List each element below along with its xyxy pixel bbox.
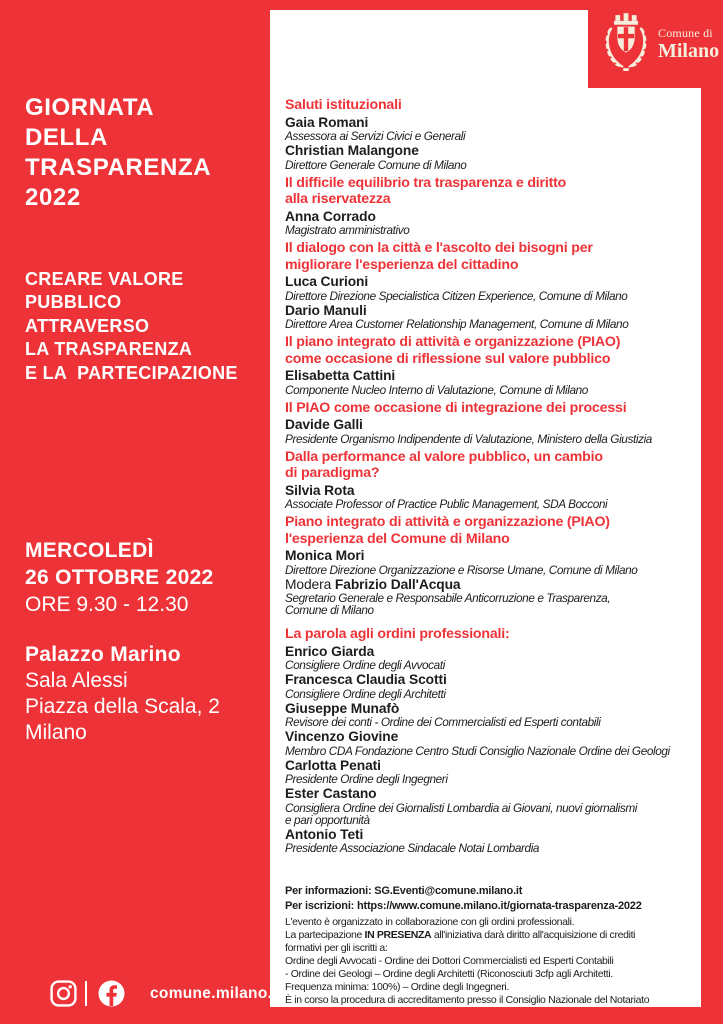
- session-block: [285, 400, 697, 445]
- info-text: Frequenza minima: 100%) – Ordine degli Ingegneri.: [285, 981, 509, 993]
- session-block: [285, 240, 697, 330]
- speaker: [285, 210, 697, 237]
- session-title: Il difficile equilibrio tra trasparenza e diritto alla riservatezza: [285, 174, 567, 207]
- info-block: [285, 884, 697, 1007]
- speaker-role: Componente Nucleo Interno di Valutazione, Comune di Milano: [285, 382, 588, 397]
- speaker-name: Vincenzo Giovine: [285, 729, 399, 744]
- speaker-role: Consigliere Ordine degli Architetti: [285, 686, 446, 701]
- session-title: La parola agli ordini professionali:: [285, 626, 510, 642]
- social-bar: [50, 980, 282, 1007]
- speaker-role: Revisore dei conti - Ordine dei Commercialisti ed Esperti contabili: [285, 715, 601, 729]
- speaker: [285, 578, 697, 617]
- session-block: [285, 626, 697, 854]
- speaker-name: Davide Galli: [285, 417, 363, 432]
- speaker-role: Magistrato amministrativo: [285, 223, 410, 237]
- speaker: [285, 275, 697, 302]
- speaker-role: Presidente Ordine degli Ingegneri: [285, 772, 448, 786]
- session-title: Il piano integrato di attività e organizzazione (PIAO) come occasione di riflessione sul valore pubblico: [285, 334, 621, 367]
- info-text: formativi per gli iscritti a:: [285, 942, 388, 954]
- event-subtitle: CREARE VALORE PUBBLICO ATTRAVERSO LA TRASPARENZA E LA PARTECIPAZIONE: [25, 269, 238, 383]
- venue-name: Palazzo Marino: [25, 643, 181, 666]
- speaker: [285, 702, 697, 729]
- session-title: Dalla performance al valore pubblico, un cambio di paradigma?: [285, 448, 603, 481]
- session-block: [285, 449, 697, 511]
- session-title: Il PIAO come occasione di integrazione dei processi: [285, 399, 627, 416]
- session-title: Piano integrato di attività e organizzazione (PIAO) l'esperienza del Comune di Milano: [285, 514, 610, 547]
- speaker-role: Consigliera Ordine dei Giornalisti Lombardia ai Giovani, nuovi giornalismi e pari opportunità: [285, 800, 638, 827]
- speaker-role: Consigliere Ordine degli Avvocati: [285, 658, 445, 672]
- speaker: [285, 673, 697, 700]
- speaker-name: Enrico Giarda: [285, 643, 375, 659]
- speaker: [285, 549, 697, 576]
- session-title: Il dialogo con la città e l'ascolto dei bisogni per migliorare l'esperienza del cittadino: [285, 240, 593, 273]
- speaker-role: Direttore Area Customer Relationship Management, Comune di Milano: [285, 317, 629, 331]
- speaker: [285, 730, 697, 757]
- info-registration-line: Per iscrizioni: https://www.comune.milano.it/giornata-trasparenza-2022: [285, 899, 642, 912]
- session-block: [285, 175, 697, 237]
- speaker-name: Christian Malangone: [285, 143, 419, 158]
- event-venue: [25, 642, 263, 746]
- speaker: [285, 144, 697, 171]
- speaker-name: Gaia Romani: [285, 114, 369, 130]
- speaker: [285, 828, 697, 855]
- speaker-name-prefix: Modera: [285, 576, 335, 592]
- venue-details: Sala Alessi Piazza della Scala, 2 Milano: [25, 669, 220, 744]
- speaker: [285, 484, 697, 511]
- logo-text: [658, 27, 719, 61]
- speaker-name: Silvia Rota: [285, 482, 355, 498]
- speaker-name: Anna Corrado: [285, 208, 376, 224]
- info-text: all'iniziativa darà diritto all'acquisizione di crediti: [431, 929, 636, 941]
- speaker-role: Direttore Direzione Specialistica Citizen Experience, Comune di Milano: [285, 288, 628, 303]
- content-panel: [270, 10, 701, 1007]
- info-text: - Ordine dei Geologi – Ordine degli Architetti (Riconosciuti 3cfp agli Architetti.: [285, 968, 613, 980]
- speaker-role: Presidente Associazione Sindacale Notai Lombardia: [285, 841, 540, 855]
- comune-milano-logo: [588, 0, 723, 88]
- info-text-line: [285, 968, 697, 981]
- speaker-name: Antonio Teti: [285, 826, 364, 842]
- speaker-name: Luca Curioni: [285, 274, 369, 289]
- speaker-role: Associate Professor of Practice Public Management, SDA Bocconi: [285, 497, 608, 511]
- event-weekday: MERCOLEDÌ: [25, 539, 154, 562]
- speaker-role: Membro CDA Fondazione Centro Studi Consiglio Nazionale Ordine dei Geologi: [285, 743, 670, 758]
- instagram-icon: [50, 980, 77, 1007]
- info-contact-line: Per informazioni: SG.Eventi@comune.milano.it: [285, 885, 523, 897]
- speaker-name: Francesca Claudia Scotti: [285, 672, 447, 687]
- speaker: [285, 304, 697, 331]
- speaker-role: Direttore Direzione Organizzazione e Risorse Umane, Comune di Milano: [285, 562, 638, 577]
- speaker-name: Ester Castano: [285, 786, 377, 801]
- session-block: [285, 514, 697, 616]
- facebook-icon: [98, 980, 125, 1007]
- speaker-name: Elisabetta Cattini: [285, 368, 396, 383]
- speaker-role: Direttore Generale Comune di Milano: [285, 157, 467, 172]
- info-body: [285, 916, 697, 1007]
- logo-org-prefix: Comune di: [658, 26, 713, 40]
- info-text-line: [285, 942, 697, 955]
- info-text-line: [285, 994, 697, 1007]
- session-block: [285, 334, 697, 396]
- speaker: [285, 645, 697, 672]
- session-block: [285, 97, 697, 171]
- info-text-line: [285, 955, 697, 968]
- speaker-name: Dario Manuli: [285, 302, 367, 318]
- speaker-name: Modera Fabrizio Dall'Acqua: [285, 576, 461, 592]
- info-text: Ordine degli Avvocati - Ordine dei Dottori Commercialisti ed Esperti Contabili: [285, 955, 614, 967]
- info-text: La partecipazione: [285, 929, 365, 941]
- event-date: 26 OTTOBRE 2022: [25, 566, 214, 589]
- logo-org-name: Milano: [658, 40, 720, 62]
- session-title: Saluti istituzionali: [285, 97, 402, 113]
- event-datetime: [25, 537, 263, 618]
- speaker-name: Monica Mori: [285, 548, 365, 563]
- event-title: GIORNATA DELLA TRASPARENZA 2022: [25, 94, 212, 211]
- info-text-line: [285, 916, 697, 929]
- event-time: ORE 9.30 - 12.30: [25, 593, 189, 616]
- speaker-role: Presidente Organismo Indipendente di Valutazione, Ministero della Giustizia: [285, 431, 652, 446]
- info-text: È in corso la procedura di accreditamento presso il Consiglio Nazionale del Notariato: [285, 994, 650, 1006]
- speaker-role: Assessora ai Servizi Civici e Generali: [285, 129, 466, 143]
- speaker: [285, 418, 697, 445]
- speaker: [285, 759, 697, 786]
- info-emphasis: IN PRESENZA: [364, 929, 432, 941]
- speaker: [285, 369, 697, 396]
- info-text-line: [285, 981, 697, 994]
- website-label: comune.milano.it: [150, 984, 283, 1002]
- milano-crest-icon: [600, 12, 652, 76]
- speaker-role: Segretario Generale e Responsabile Anticorruzione e Trasparenza, Comune di Milano: [285, 591, 611, 617]
- program-sessions: [285, 97, 697, 858]
- speaker-name: Carlotta Penati: [285, 757, 381, 773]
- icon-divider: [85, 981, 87, 1006]
- speaker: [285, 787, 697, 826]
- info-text: L'evento è organizzato in collaborazione con gli ordini professionali.: [285, 916, 575, 928]
- speaker-name: Giuseppe Munafò: [285, 700, 400, 716]
- speaker: [285, 116, 697, 143]
- info-text-line: [285, 929, 697, 942]
